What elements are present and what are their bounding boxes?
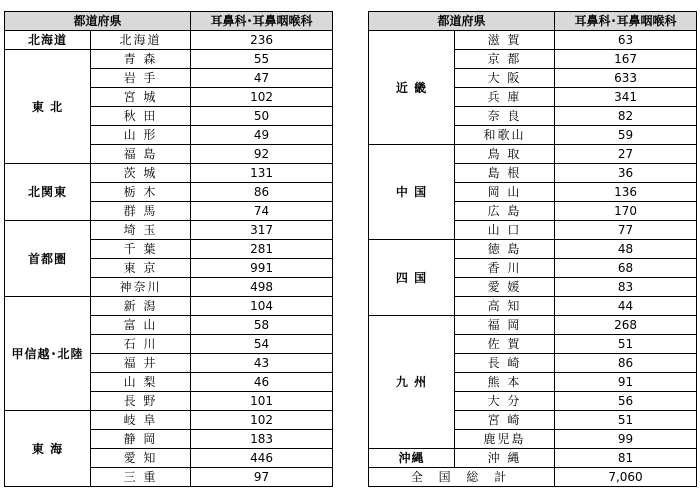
prefecture-cell: 高 知 (455, 297, 555, 316)
region-cell: 四 国 (369, 240, 455, 316)
prefecture-cell: 沖 縄 (455, 449, 555, 468)
prefecture-cell: 鹿児島 (455, 430, 555, 449)
prefecture-cell: 岡 山 (455, 183, 555, 202)
table-header-row (369, 12, 697, 31)
count-cell: 48 (555, 240, 697, 259)
table-row (369, 449, 697, 468)
prefecture-cell: 茨 城 (91, 164, 191, 183)
count-cell: 58 (191, 316, 333, 335)
prefecture-cell: 群 馬 (91, 202, 191, 221)
count-cell: 446 (191, 449, 333, 468)
count-cell: 183 (191, 430, 333, 449)
prefecture-cell: 千 葉 (91, 240, 191, 259)
prefecture-cell: 東 京 (91, 259, 191, 278)
prefecture-cell: 神奈川 (91, 278, 191, 297)
count-cell: 167 (555, 50, 697, 69)
table-row (369, 240, 697, 259)
prefecture-cell: 長 崎 (455, 354, 555, 373)
count-cell: 56 (555, 392, 697, 411)
prefecture-cell: 三 重 (91, 468, 191, 487)
total-count: 7,060 (555, 468, 697, 487)
count-cell: 55 (191, 50, 333, 69)
prefecture-cell: 滋 賀 (455, 31, 555, 50)
prefecture-cell: 北海道 (91, 31, 191, 50)
region-cell: 北関東 (5, 164, 91, 221)
prefecture-cell: 福 岡 (455, 316, 555, 335)
count-cell: 51 (555, 335, 697, 354)
count-cell: 102 (191, 88, 333, 107)
count-cell: 43 (191, 354, 333, 373)
prefecture-cell: 福 井 (91, 354, 191, 373)
region-cell: 近 畿 (369, 31, 455, 145)
table-row (5, 411, 333, 430)
prefecture-cell: 岩 手 (91, 69, 191, 88)
count-cell: 68 (555, 259, 697, 278)
table-row (5, 221, 333, 240)
table-header-row (5, 12, 333, 31)
header-region: 都道府県 (5, 12, 191, 31)
prefecture-cell: 石 川 (91, 335, 191, 354)
count-cell: 86 (191, 183, 333, 202)
prefecture-cell: 長 野 (91, 392, 191, 411)
prefecture-cell: 宮 城 (91, 88, 191, 107)
table-row (369, 145, 697, 164)
prefecture-cell: 岐 阜 (91, 411, 191, 430)
count-cell: 633 (555, 69, 697, 88)
count-cell: 81 (555, 449, 697, 468)
count-cell: 317 (191, 221, 333, 240)
count-cell: 101 (191, 392, 333, 411)
table-row (5, 164, 333, 183)
count-cell: 63 (555, 31, 697, 50)
prefecture-cell: 京 都 (455, 50, 555, 69)
header-specialty: 耳鼻科･耳鼻咽喉科 (191, 12, 333, 31)
region-cell: 甲信越･北陸 (5, 297, 91, 411)
header-region: 都道府県 (369, 12, 555, 31)
header-specialty: 耳鼻科･耳鼻咽喉科 (555, 12, 697, 31)
count-cell: 83 (555, 278, 697, 297)
prefecture-cell: 静 岡 (91, 430, 191, 449)
count-cell: 46 (191, 373, 333, 392)
count-cell: 47 (191, 69, 333, 88)
count-cell: 51 (555, 411, 697, 430)
left-table (4, 11, 333, 487)
count-cell: 341 (555, 88, 697, 107)
table-row (5, 50, 333, 69)
region-cell: 首都圏 (5, 221, 91, 297)
right-table-body (369, 31, 697, 468)
prefecture-cell: 徳 島 (455, 240, 555, 259)
region-cell: 九 州 (369, 316, 455, 449)
prefecture-cell: 香 川 (455, 259, 555, 278)
prefecture-cell: 広 島 (455, 202, 555, 221)
region-cell: 北海道 (5, 31, 91, 50)
prefecture-cell: 富 山 (91, 316, 191, 335)
region-cell: 沖縄 (369, 449, 455, 468)
prefecture-cell: 島 根 (455, 164, 555, 183)
prefecture-cell: 埼 玉 (91, 221, 191, 240)
prefecture-cell: 佐 賀 (455, 335, 555, 354)
count-cell: 102 (191, 411, 333, 430)
count-cell: 27 (555, 145, 697, 164)
prefecture-cell: 山 形 (91, 126, 191, 145)
count-cell: 170 (555, 202, 697, 221)
prefecture-cell: 大 分 (455, 392, 555, 411)
prefecture-cell: 和歌山 (455, 126, 555, 145)
left-table-body (5, 31, 333, 487)
count-cell: 44 (555, 297, 697, 316)
count-cell: 97 (191, 468, 333, 487)
prefecture-cell: 宮 崎 (455, 411, 555, 430)
total-label: 全 国 総 計 (369, 468, 555, 487)
prefecture-cell: 愛 媛 (455, 278, 555, 297)
count-cell: 268 (555, 316, 697, 335)
prefecture-cell: 兵 庫 (455, 88, 555, 107)
count-cell: 86 (555, 354, 697, 373)
count-cell: 991 (191, 259, 333, 278)
count-cell: 77 (555, 221, 697, 240)
count-cell: 50 (191, 107, 333, 126)
prefecture-cell: 秋 田 (91, 107, 191, 126)
count-cell: 54 (191, 335, 333, 354)
right-table (368, 11, 697, 487)
table-row (5, 297, 333, 316)
prefecture-cell: 新 潟 (91, 297, 191, 316)
count-cell: 136 (555, 183, 697, 202)
region-cell: 中 国 (369, 145, 455, 240)
prefecture-cell: 栃 木 (91, 183, 191, 202)
table-row (369, 31, 697, 50)
prefecture-cell: 山 口 (455, 221, 555, 240)
prefecture-cell: 愛 知 (91, 449, 191, 468)
region-cell: 東 北 (5, 50, 91, 164)
prefecture-cell: 山 梨 (91, 373, 191, 392)
table-row (369, 316, 697, 335)
count-cell: 131 (191, 164, 333, 183)
count-cell: 49 (191, 126, 333, 145)
count-cell: 281 (191, 240, 333, 259)
count-cell: 498 (191, 278, 333, 297)
table-row (5, 31, 333, 50)
prefecture-cell: 鳥 取 (455, 145, 555, 164)
count-cell: 99 (555, 430, 697, 449)
count-cell: 104 (191, 297, 333, 316)
prefecture-cell: 青 森 (91, 50, 191, 69)
prefecture-cell: 奈 良 (455, 107, 555, 126)
prefecture-cell: 大 阪 (455, 69, 555, 88)
count-cell: 36 (555, 164, 697, 183)
region-cell: 東 海 (5, 411, 91, 487)
count-cell: 91 (555, 373, 697, 392)
prefecture-cell: 福 島 (91, 145, 191, 164)
count-cell: 74 (191, 202, 333, 221)
count-cell: 236 (191, 31, 333, 50)
count-cell: 82 (555, 107, 697, 126)
total-row (369, 468, 697, 487)
count-cell: 92 (191, 145, 333, 164)
count-cell: 59 (555, 126, 697, 145)
prefecture-cell: 熊 本 (455, 373, 555, 392)
